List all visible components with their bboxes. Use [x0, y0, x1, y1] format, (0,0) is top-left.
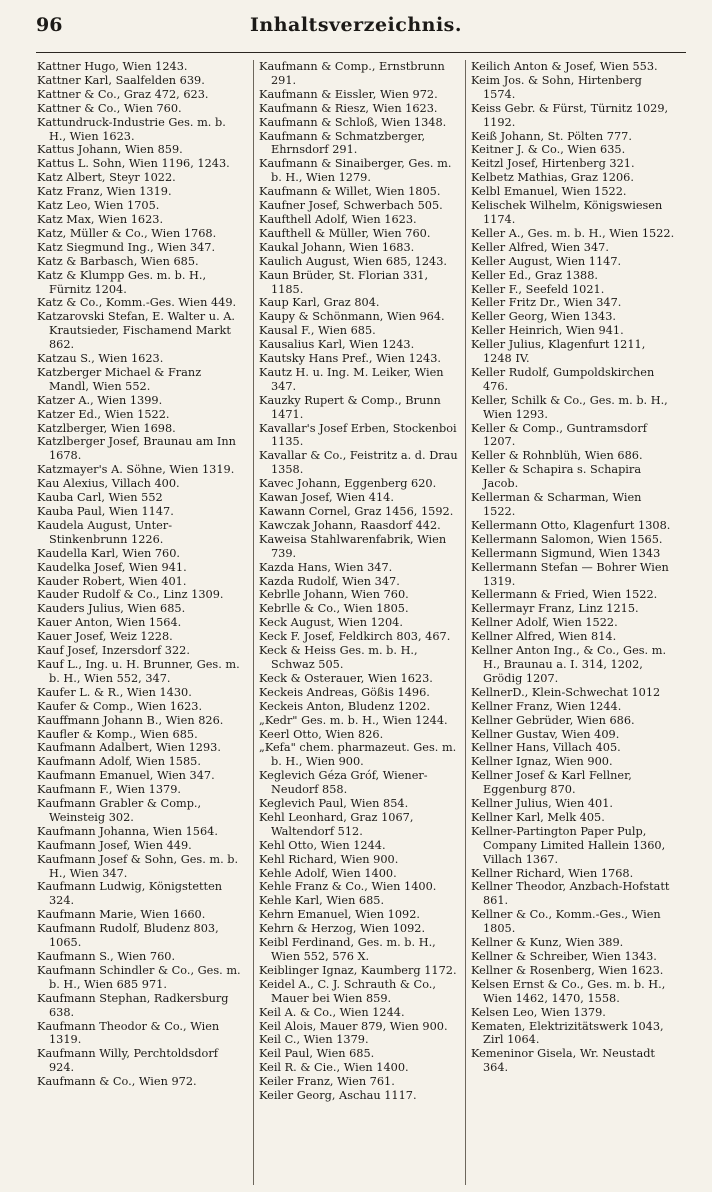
index-entry: Katzberger Michael & Franz Mandl, Wien 552.	[37, 365, 202, 393]
index-entry: Kaufmann Willy, Perchtoldsdorf 924.	[37, 1047, 218, 1075]
index-entry: „Kedr" Ges. m. b. H., Wien 1244.	[259, 713, 448, 727]
index-entry: Katzarovski Stefan, E. Walter u. A. Krautsieder, Fischamend Markt 862.	[37, 310, 235, 352]
index-entry: Kaufthell & Müller, Wien 760.	[259, 226, 431, 240]
index-entry: Kaufmann & Eissler, Wien 972.	[259, 87, 438, 101]
index-entry: Keck & Heiss Ges. m. b. H., Schwaz 505.	[259, 644, 418, 671]
index-entry: Kauffmann Johann B., Wien 826.	[37, 713, 224, 727]
index-entry: Kawann Cornel, Graz 1456, 1592.	[259, 505, 454, 518]
index-entry: Kellermayr Franz, Linz 1215.	[471, 602, 639, 616]
index-entry: Kaun Brüder, St. Florian 331, 1185.	[259, 268, 429, 296]
index-entry: Kellermann Salomon, Wien 1565.	[471, 532, 663, 546]
index-entry: Kellner Julius, Wien 401.	[471, 797, 614, 811]
index-column-3	[465, 60, 677, 1185]
index-entry: Kematen, Elektrizitätswerk 1043, Zirl 1064.	[471, 1019, 664, 1047]
index-entry: Keitner J. & Co., Wien 635.	[471, 143, 626, 157]
index-entry: Keller, Schilk & Co., Ges. m. b. H., Wien 1293.	[471, 393, 668, 421]
index-entry: Kaufmann Grabler & Comp., Weinsteig 302.	[37, 797, 202, 824]
index-entry: Kaufmann Ludwig, Königstetten 324.	[37, 880, 223, 908]
index-entry: Katzer A., Wien 1399.	[37, 393, 163, 407]
index-entry: Kaufmann & Schloß, Wien 1348.	[259, 115, 447, 129]
index-entry: Keller Rudolf, Gumpoldskirchen 476.	[471, 365, 655, 393]
index-entry: Keck August, Wien 1204.	[259, 616, 403, 630]
index-entry: Kellermann & Fried, Wien 1522.	[471, 588, 658, 602]
index-entry: Kellner Alfred, Wien 814.	[471, 630, 617, 644]
index-entry: Katz Siegmund Ing., Wien 347.	[37, 240, 216, 254]
index-entry: Kaufmann Adolf, Wien 1585.	[37, 755, 201, 769]
index-entry: Kaudella Karl, Wien 760.	[37, 546, 181, 560]
index-entry: Keglevich Géza Gróf, Wiener-Neudorf 858.	[259, 769, 428, 797]
index-entry: Kattner Hugo, Wien 1243.	[37, 60, 188, 73]
index-entry: Kellner Theodor, Anzbach-Hofstatt 861.	[471, 880, 670, 908]
index-entry: Katz, Müller & Co., Wien 1768.	[37, 226, 217, 240]
index-entry: Kaufmann S., Wien 760.	[37, 950, 176, 963]
index-entry: Kaufthell Adolf, Wien 1623.	[259, 212, 417, 226]
index-entry: Kautsky Hans Pref., Wien 1243.	[259, 352, 442, 366]
index-entry: Kaufer & Comp., Wien 1623.	[37, 699, 203, 713]
index-entry: Kellner Richard, Wien 1768.	[471, 866, 634, 880]
index-entry: Kattus L. Sohn, Wien 1196, 1243.	[37, 157, 230, 171]
index-entry: Katz & Co., Komm.-Ges. Wien 449.	[37, 296, 237, 310]
index-entry: Keller Fritz Dr., Wien 347.	[471, 296, 622, 310]
index-entry: Kelsen Ernst & Co., Ges. m. b. H., Wien 1462, 1470, 1558.	[471, 977, 666, 1005]
index-entry: Kellner-Partington Paper Pulp, Company Limited Hallein 1360, Villach 1367.	[471, 824, 666, 866]
index-entry: Katz & Klumpp Ges. m. b. H., Fürnitz 1204.	[37, 268, 207, 296]
index-entry: Kellner Hans, Villach 405.	[471, 741, 621, 755]
index-entry: Kattner & Co., Wien 760.	[37, 101, 182, 115]
index-entry: Kaulich August, Wien 685, 1243.	[259, 254, 447, 268]
index-entry: Kaudelka Josef, Wien 941.	[37, 560, 187, 574]
index-entry: Kaufmann Rudolf, Bludenz 803, 1065.	[37, 922, 219, 950]
index-entry: Katz Max, Wien 1623.	[37, 212, 164, 226]
index-entry: Kaup Karl, Graz 804.	[259, 296, 380, 310]
index-entry: Kemeninor Gisela, Wr. Neustadt 364.	[471, 1047, 655, 1075]
index-entry: Kaufmann Josef, Wien 449.	[37, 838, 192, 852]
index-entry: Kattner Karl, Saalfelden 639.	[37, 73, 205, 87]
index-entry: Kebrlle & Co., Wien 1805.	[259, 602, 409, 616]
index-entry: Kaufmann Theodor & Co., Wien 1319.	[37, 1019, 220, 1047]
index-entry: Kaufmann Marie, Wien 1660.	[37, 908, 206, 922]
index-entry: Keller & Schapira s. Schapira Jacob.	[471, 463, 642, 491]
index-entry: Keck & Osterauer, Wien 1623.	[259, 671, 433, 685]
index-entry: Keller Julius, Klagenfurt 1211, 1248 IV.	[471, 338, 646, 366]
index-entry: Kellermann Stefan — Bohrer Wien 1319.	[471, 560, 669, 588]
index-entry: Keiblinger Ignaz, Kaumberg 1172.	[259, 963, 457, 977]
index-entry: Keckeis Anton, Bludenz 1202.	[259, 699, 431, 713]
index-entry: Kauder Rudolf & Co., Linz 1309.	[37, 588, 224, 602]
index-entry: Kaufmann Schindler & Co., Ges. m. b. H., Wien 685 971.	[37, 963, 241, 991]
index-entry: Kaukal Johann, Wien 1683.	[259, 240, 415, 254]
index-entry: Kaufmann & Sinaiberger, Ges. m. b. H., Wien 1279.	[259, 157, 452, 185]
index-entry: Katz Leo, Wien 1705.	[37, 199, 160, 213]
index-entry: Kautz H. u. Ing. M. Leiker, Wien 347.	[259, 365, 444, 393]
index-entry: Kehl Otto, Wien 1244.	[259, 838, 386, 852]
page-number: 96	[36, 14, 63, 36]
index-entry: Kauer Josef, Weiz 1228.	[37, 630, 173, 644]
index-entry: Keitzl Josef, Hirtenberg 321.	[471, 157, 635, 171]
index-entry: Kellner Gebrüder, Wien 686.	[471, 713, 635, 727]
index-entry: Katzer Ed., Wien 1522.	[37, 407, 170, 421]
index-entry: Katzlberger, Wien 1698.	[37, 421, 176, 435]
index-entry: Kazda Hans, Wien 347.	[259, 560, 393, 574]
index-entry: Kaufmann Emanuel, Wien 347.	[37, 769, 215, 783]
index-entry: Keller August, Wien 1147.	[471, 254, 622, 268]
page-title: Inhaltsverzeichnis.	[250, 14, 462, 36]
index-entry: Kelbetz Mathias, Graz 1206.	[471, 171, 634, 185]
index-entry: Katz & Barbasch, Wien 685.	[37, 254, 199, 268]
index-entry: Kellner Anton Ing., & Co., Ges. m. H., Braunau a. I. 314, 1202, Grödig 1207.	[471, 644, 667, 685]
index-entry: Kellner Gustav, Wien 409.	[471, 727, 620, 741]
index-entry: Katzlberger Josef, Braunau am Inn 1678.	[37, 435, 236, 463]
index-entry: Katz Franz, Wien 1319.	[37, 185, 172, 199]
index-entry: Kellner & Rosenberg, Wien 1623.	[471, 963, 664, 977]
index-entry: Kellerman & Scharman, Wien 1522.	[471, 491, 642, 518]
index-entry: Kattus Johann, Wien 859.	[37, 143, 183, 157]
index-entry: Kelbl Emanuel, Wien 1522.	[471, 185, 627, 199]
index-entry: Keerl Otto, Wien 826.	[259, 727, 384, 741]
index-entry: Kehrn & Herzog, Wien 1092.	[259, 922, 426, 936]
index-entry: Kattner & Co., Graz 472, 623.	[37, 87, 209, 101]
index-entry: Kellner & Co., Komm.-Ges., Wien 1805.	[471, 908, 661, 936]
index-entry: Kellner Josef & Karl Fellner, Eggenburg 870.	[471, 769, 632, 797]
page-header	[0, 14, 712, 46]
index-entry: Kehl Leonhard, Graz 1067, Waltendorf 512.	[259, 810, 414, 838]
index-entry: Katz Albert, Steyr 1022.	[37, 171, 176, 185]
index-entry: Kaweisa Stahlwarenfabrik, Wien 739.	[259, 532, 447, 560]
index-entry: Keil C., Wien 1379.	[259, 1033, 369, 1047]
index-entry: Kauba Carl, Wien 552	[37, 491, 163, 505]
index-entry: Kawczak Johann, Raasdorf 442.	[259, 518, 441, 532]
index-entry: Kausal F., Wien 685.	[259, 324, 376, 338]
index-entry: Kaufmann Stephan, Radkersburg 638.	[37, 991, 229, 1019]
index-entry: Keller & Rohnblüh, Wien 686.	[471, 449, 643, 463]
index-entry: Kauba Paul, Wien 1147.	[37, 505, 174, 518]
index-entry: Kaufler & Komp., Wien 685.	[37, 727, 198, 741]
index-entry: Kavallar & Co., Feistritz a. d. Drau 1358.	[259, 449, 458, 477]
index-entry: Kellermann Otto, Klagenfurt 1308.	[471, 518, 671, 532]
index-entry: Keil Paul, Wien 685.	[259, 1047, 375, 1061]
index-entry: Katzmayer's A. Söhne, Wien 1319.	[37, 463, 235, 477]
index-entry: Kavallar's Josef Erben, Stockenboi 1135.	[259, 421, 457, 449]
index-entry: „Kefa" chem. pharmazeut. Ges. m. b. H., Wien 900.	[259, 741, 457, 769]
index-entry: Keil R. & Cie., Wien 1400.	[259, 1061, 409, 1075]
index-entry: Keller Alfred, Wien 347.	[471, 240, 609, 254]
index-entry: Keller A., Ges. m. b. H., Wien 1522.	[471, 226, 675, 240]
index-entry: Kaufmann & Riesz, Wien 1623.	[259, 101, 438, 115]
index-entry: Kauders Julius, Wien 685.	[37, 602, 186, 616]
index-entry: Kaufmann Josef & Sohn, Ges. m. b. H., Wien 347.	[37, 852, 239, 880]
index-entry: Kellner & Kunz, Wien 389.	[471, 936, 624, 950]
index-entry: Keller Ed., Graz 1388.	[471, 268, 599, 282]
index-entry: Keil Alois, Mauer 879, Wien 900.	[259, 1019, 448, 1033]
index-entry: Kauder Robert, Wien 401.	[37, 574, 187, 588]
index-entry: Kaufmann & Comp., Ernstbrunn 291.	[259, 60, 445, 87]
header-rule	[36, 52, 686, 53]
index-entry: Kattundruck-Industrie Ges. m. b. H., Wien 1623.	[37, 115, 226, 143]
index-entry: Kauf L., Ing. u. H. Brunner, Ges. m. b. H., Wien 552, 347.	[37, 657, 240, 685]
index-entry: Kehrn Emanuel, Wien 1092.	[259, 908, 421, 922]
index-entry: Kaudela August, Unter-Stinkenbrunn 1226.	[37, 518, 173, 546]
index-entry: Kellermann Sigmund, Wien 1343	[471, 546, 661, 560]
index-entry: Kau Alexius, Villach 400.	[37, 477, 180, 491]
index-entry: Kaufmann & Schmatzberger, Ehrnsdorf 291.	[259, 129, 426, 157]
index-entry: Keim Jos. & Sohn, Hirtenberg 1574.	[471, 73, 642, 101]
index-entry: Keller F., Seefeld 1021.	[471, 282, 605, 296]
index-column-2	[253, 60, 463, 1185]
index-entry: Keckeis Andreas, Gößis 1496.	[259, 685, 430, 699]
index-entry: Keilich Anton & Josef, Wien 553.	[471, 60, 658, 73]
index-entry: Kawan Josef, Wien 414.	[259, 491, 394, 505]
index-entry: Kellner Karl, Melk 405.	[471, 810, 605, 824]
index-entry: Kellner Ignaz, Wien 900.	[471, 755, 613, 769]
index-entry: Katzau S., Wien 1623.	[37, 352, 164, 366]
index-entry: Kauer Anton, Wien 1564.	[37, 616, 182, 630]
index-entry: Kaufmann F., Wien 1379.	[37, 783, 181, 797]
index-entry: Kehle Adolf, Wien 1400.	[259, 866, 397, 880]
index-entry: Kehle Karl, Wien 685.	[259, 894, 385, 908]
index-entry: Kaufmann Johanna, Wien 1564.	[37, 824, 218, 838]
index-entry: Kehl Richard, Wien 900.	[259, 852, 399, 866]
index-entry: Kauf Josef, Inzersdorf 322.	[37, 644, 190, 658]
index-entry: Keil A. & Co., Wien 1244.	[259, 1005, 405, 1019]
index-entry: Kaufmann & Co., Wien 972.	[37, 1075, 197, 1089]
index-entry: Kazda Rudolf, Wien 347.	[259, 574, 400, 588]
index-entry: Kebrlle Johann, Wien 760.	[259, 588, 409, 602]
index-entry: Kellner & Schreiber, Wien 1343.	[471, 950, 657, 963]
index-entry: Keller & Comp., Guntramsdorf 1207.	[471, 421, 647, 449]
index-entry: Kellner Adolf, Wien 1522.	[471, 616, 618, 630]
index-entry: Keiss Gebr. & Fürst, Türnitz 1029, 1192.	[471, 101, 669, 129]
index-entry: Keibl Ferdinand, Ges. m. b. H., Wien 552, 576 X.	[259, 936, 436, 963]
index-entry: Keiler Georg, Aschau 1117.	[259, 1089, 417, 1103]
index-entry: Keiler Franz, Wien 761.	[259, 1075, 395, 1089]
index-column-1	[37, 60, 242, 1185]
index-entry: Kaufmann Adalbert, Wien 1293.	[37, 741, 221, 755]
index-entry: Keidel A., C. J. Schrauth & Co., Mauer bei Wien 859.	[259, 977, 436, 1005]
index-entry: Kelischek Wilhelm, Königswiesen 1174.	[471, 199, 663, 226]
index-entry: Kaufer L. & R., Wien 1430.	[37, 685, 192, 699]
index-entry: Keglevich Paul, Wien 854.	[259, 797, 409, 811]
index-entry: Kaupy & Schönmann, Wien 964.	[259, 310, 445, 324]
index-entry: Keck F. Josef, Feldkirch 803, 467.	[259, 630, 451, 644]
index-entry: Kausalius Karl, Wien 1243.	[259, 338, 415, 352]
index-entry: Kehle Franz & Co., Wien 1400.	[259, 880, 437, 894]
index-entry: Keller Heinrich, Wien 941.	[471, 324, 624, 338]
index-entry: Kelsen Leo, Wien 1379.	[471, 1005, 606, 1019]
index-entry: Kaufner Josef, Schwerbach 505.	[259, 199, 443, 213]
index-entry: Kaufmann & Willet, Wien 1805.	[259, 185, 441, 199]
index-entry: Kellner Franz, Wien 1244.	[471, 699, 622, 713]
index-entry: Kauzky Rupert & Comp., Brunn 1471.	[259, 393, 441, 421]
index-entry: Keller Georg, Wien 1343.	[471, 310, 616, 324]
index-entry: KellnerD., Klein-Schwechat 1012	[471, 685, 661, 699]
index-entry: Kavec Johann, Eggenberg 620.	[259, 477, 437, 491]
index-entry: Keiß Johann, St. Pölten 777.	[471, 129, 632, 143]
